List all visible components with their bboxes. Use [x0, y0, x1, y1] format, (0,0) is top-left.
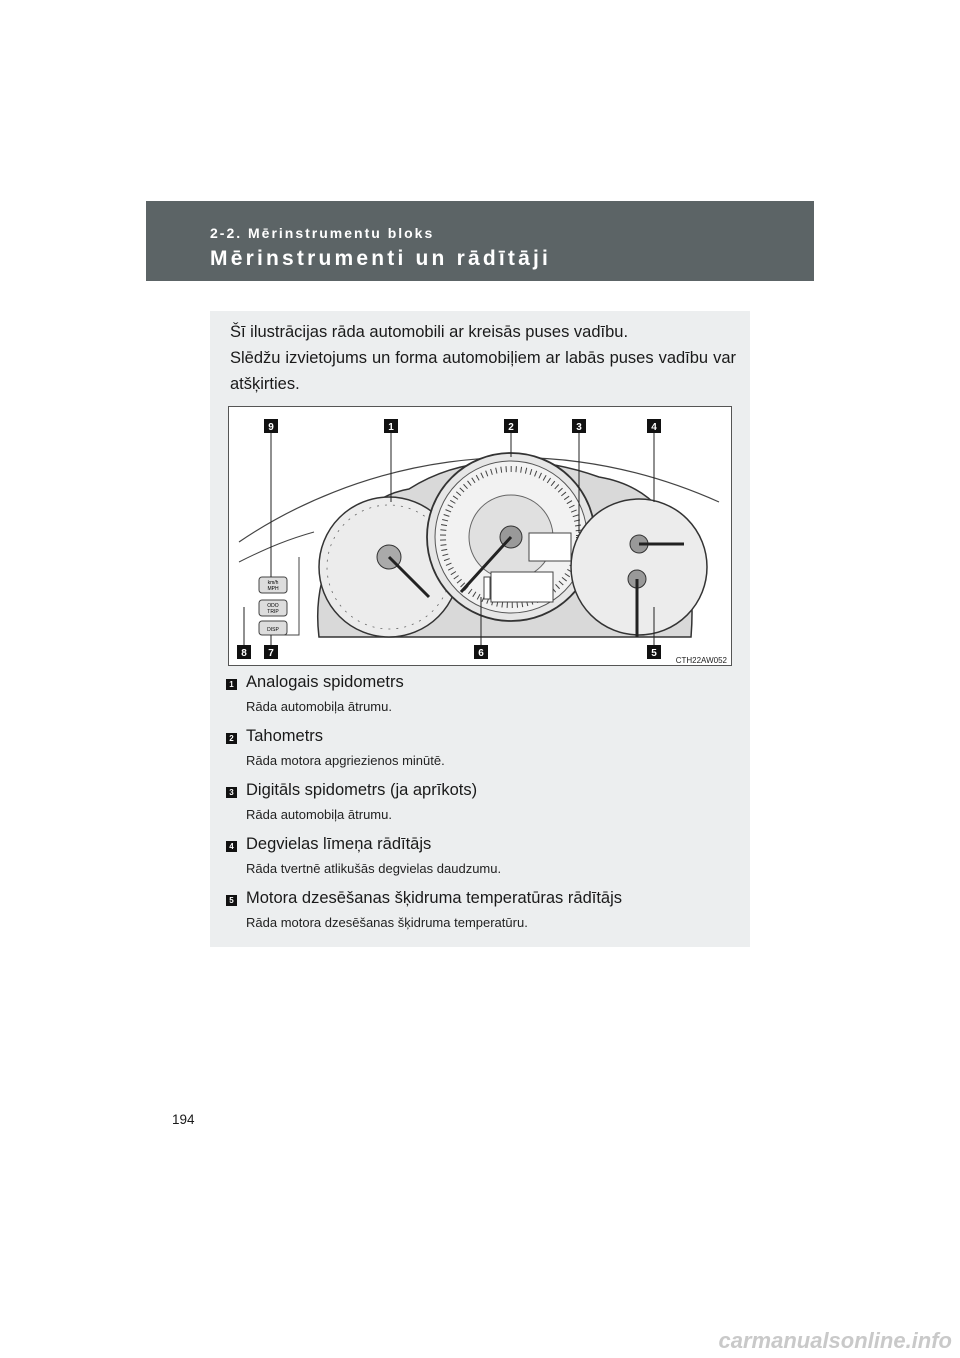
item-title: Tahometrs [246, 727, 324, 745]
svg-text:DISP: DISP [267, 627, 279, 633]
item-description: Rāda motora apgriezienos minūtē. [246, 753, 445, 768]
item-number-badge: 4 [226, 841, 237, 852]
section-label: 2-2. Mērinstrumentu bloks [210, 225, 435, 241]
svg-text:km/h: km/h [267, 580, 279, 586]
cluster-drawing [229, 407, 733, 667]
page-number: 194 [172, 1112, 195, 1127]
instrument-cluster-illustration [228, 406, 732, 666]
svg-text:ODO: ODO [267, 603, 279, 609]
svg-text:4: 4 [651, 422, 657, 433]
intro-line-1: Šī ilustrācijas rāda automobili ar kreisās puses vadību. [230, 323, 629, 341]
watermark[interactable]: carmanualsonline.info [718, 1328, 952, 1353]
list-item [226, 727, 736, 781]
intro-line-2: Slēdžu izvietojums un forma automobiļiem ar labās puses vadību var atšķirties. [230, 349, 736, 393]
list-item [226, 889, 736, 943]
illustration-code: CTH22AW052 [675, 656, 727, 665]
intro-text [230, 319, 736, 397]
svg-text:3: 3 [576, 422, 582, 433]
list-item [226, 673, 736, 727]
item-description: Rāda automobiļa ātrumu. [246, 807, 392, 822]
item-title: Motora dzesēšanas šķidruma temperatūras rādītājs [246, 889, 623, 907]
content-panel [210, 311, 750, 947]
svg-text:5: 5 [651, 648, 657, 659]
section-header [146, 201, 814, 281]
svg-text:1: 1 [388, 422, 394, 433]
svg-text:7: 7 [268, 648, 274, 659]
svg-text:9: 9 [268, 422, 274, 433]
item-number-badge: 3 [226, 787, 237, 798]
svg-text:TRIP: TRIP [267, 609, 279, 615]
item-title: Digitāls spidometrs (ja aprīkots) [246, 781, 478, 799]
page-title: Mērinstrumenti un rādītāji [210, 247, 552, 270]
item-title: Degvielas līmeņa rādītājs [246, 835, 432, 853]
svg-text:6: 6 [478, 648, 484, 659]
item-title: Analogais spidometrs [246, 673, 404, 691]
list-item [226, 835, 736, 889]
list-item [226, 781, 736, 835]
svg-text:8: 8 [241, 648, 247, 659]
item-number-badge: 5 [226, 895, 237, 906]
item-description: Rāda motora dzesēšanas šķidruma temperatūru. [246, 915, 528, 930]
svg-text:MPH: MPH [267, 586, 279, 592]
item-number-badge: 2 [226, 733, 237, 744]
gauge-list [226, 673, 736, 943]
svg-text:2: 2 [508, 422, 514, 433]
item-description: Rāda tvertnē atlikušās degvielas daudzumu. [246, 861, 502, 876]
item-number-badge: 1 [226, 679, 237, 690]
item-description: Rāda automobiļa ātrumu. [246, 699, 392, 714]
